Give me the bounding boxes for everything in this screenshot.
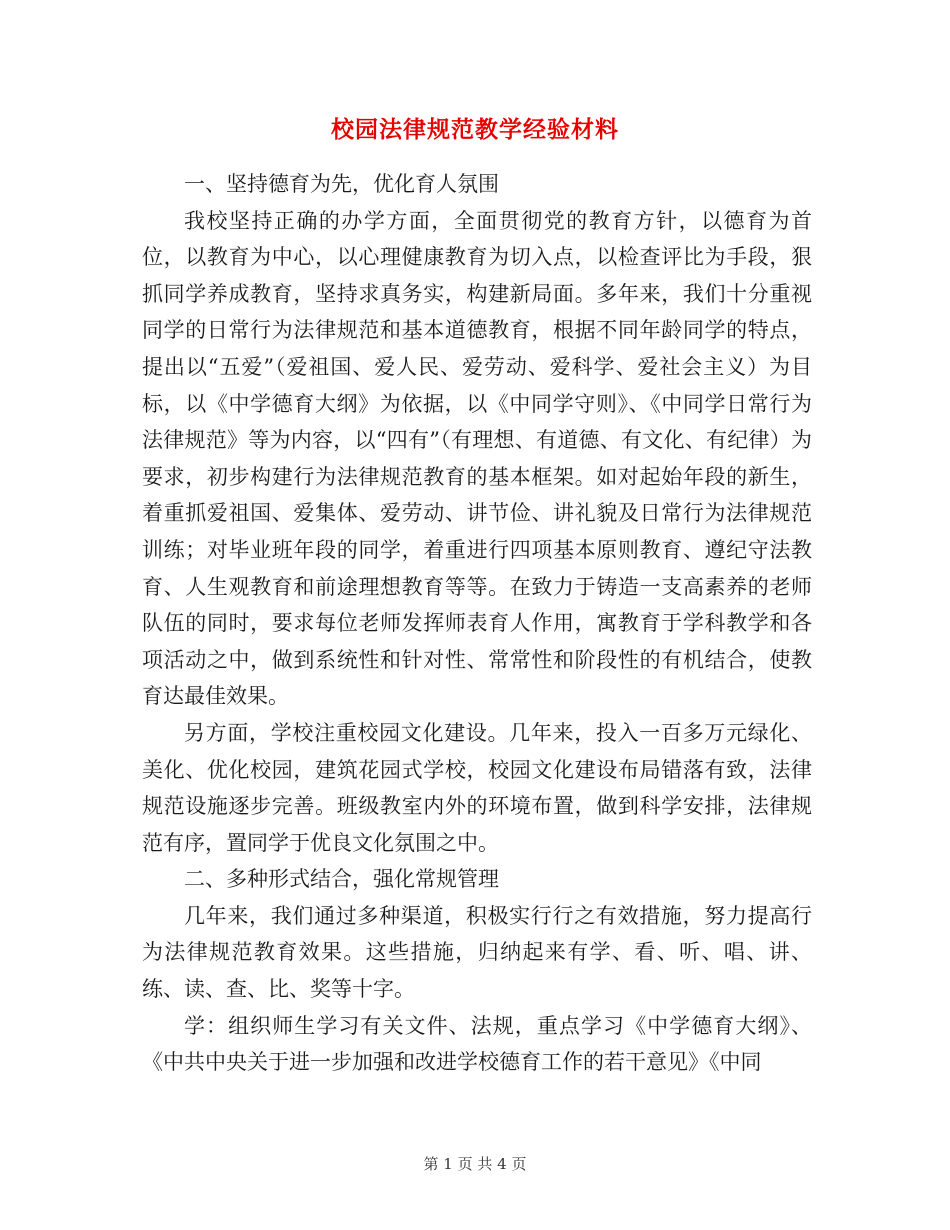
document-title: 校园法律规范教学经验材料 [331, 116, 619, 143]
section-heading-1: 一、坚持德育为先，优化育人氛围 [184, 172, 499, 196]
paragraph: 学：组织师生学习有关文件、法规，重点学习《中学德育大纲》、《中共中央关于进一步加强和改进学校德育工作的若干意见》《中同 [142, 1013, 812, 1075]
section-heading-2: 二、多种形式结合，强化常规管理 [184, 867, 499, 892]
page-number-footer: 第 1 页 共 4 页 [423, 1155, 527, 1173]
paragraph: 另方面，学校注重校园文化建设。几年来，投入一百多万元绿化、美化、优化校园，建筑花园式学校，校园文化建设布局错落有致，法律规范设施逐步完善。班级教室内外的环境布置，做到科学安排，法律规范有序，置同学于优良文化氛围之中。 [142, 720, 812, 855]
document-body [142, 166, 812, 1081]
paragraph: 我校坚持正确的办学方面，全面贯彻党的教育方针，以德育为首位，以教育为中心，以心理健康教育为切入点，以检查评比为手段，狠抓同学养成教育，坚持求真务实，构建新局面。多年来，我们十分重视同学的日常行为法律规范和基本道德教育，根据不同年龄同学的特点，提出以“五爱”（爱祖国、爱人民、爱劳动、爱科学、爱社会主义）为目标，以《中学德育大纲》为依据，以《中同学守则》、《中同学日常行为法律规范》等为内容，以“四有”（有理想、有道德、有文化、有纪律）为要求，初步构建行为法律规范教育的基本框架。如对起始年段的新生，着重抓爱祖国、爱集体、爱劳动、讲节俭、讲礼貌及日常行为法律规范训练；对毕业班年段的同学，着重进行四项基本原则教育、遵纪守法教育、人生观教育和前途理想教育等等。在致力于铸造一支高素养的老师队伍的同时，要求每位老师发挥师表育人作用，寓教育于学科教学和各项活动之中，做到系统性和针对性、常常性和阶段性的有机结合，使教育达最佳效果。 [142, 208, 812, 709]
paragraph: 几年来，我们通过多种渠道，积极实行行之有效措施，努力提高行为法律规范教育效果。这些措施，归纳起来有学、看、听、唱、讲、练、读、查、比、奖等十字。 [142, 903, 812, 1002]
